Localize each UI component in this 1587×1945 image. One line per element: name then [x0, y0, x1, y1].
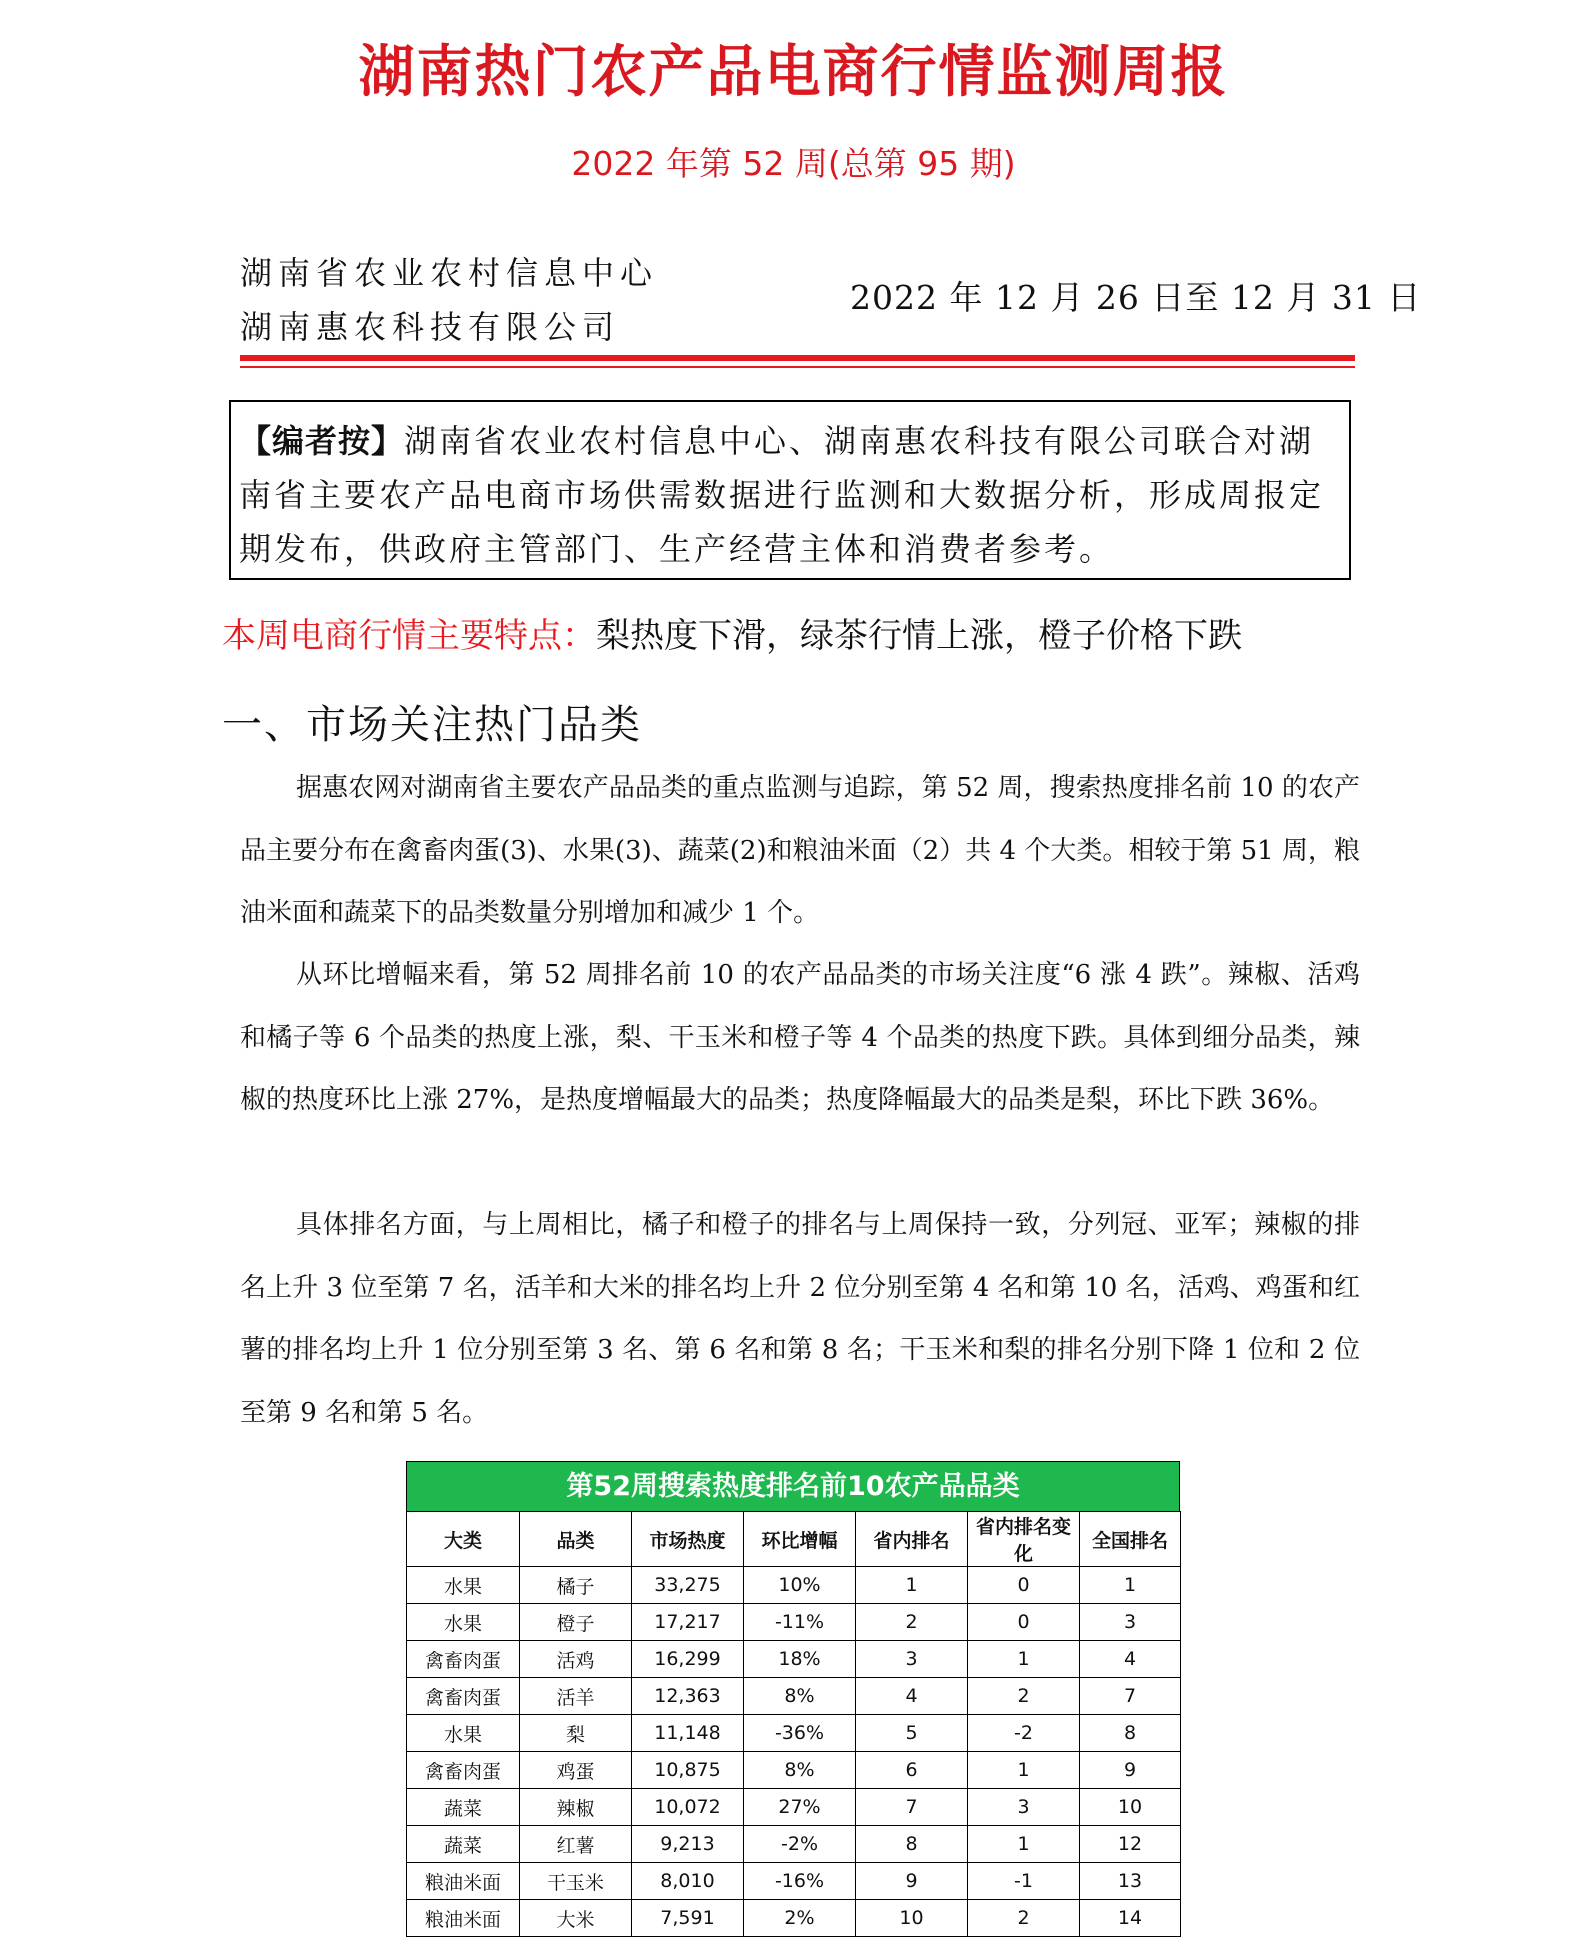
table-cell: 活羊	[520, 1678, 632, 1715]
table-cell: 8	[1080, 1715, 1181, 1752]
col-header: 省内排名变化	[968, 1512, 1080, 1567]
date-range: 2022 年 12 月 26 日至 12 月 31 日	[850, 278, 1422, 317]
paragraph-3: 具体排名方面，与上周相比，橘子和橙子的排名与上周保持一致，分列冠、亚军；辣椒的排名上升 3 位至第 7 名，活羊和大米的排名均上升 2 位分别至第 4 名和第 10 名，活鸡、鸡蛋和红薯的排名均上升 1 位分别至第 3 名、第 6 名和第 8 名；干玉米和梨的排名分别下降 1 位和 2 位至第 9 名和第 5 名。	[240, 1210, 1360, 1428]
table-cell: 粮油米面	[407, 1863, 520, 1900]
table-cell: 3	[1080, 1604, 1181, 1641]
table-cell: 10,072	[632, 1789, 744, 1826]
table-cell: 橘子	[520, 1567, 632, 1604]
header-rule-thick	[240, 355, 1355, 361]
table-cell: 16,299	[632, 1641, 744, 1678]
table-cell: 9	[856, 1863, 968, 1900]
header-rule-thin	[240, 366, 1355, 368]
ranking-table-wrap	[406, 1461, 1180, 1937]
table-cell: 干玉米	[520, 1863, 632, 1900]
report-issue: 2022 年第 52 周(总第 95 期)	[571, 144, 1016, 183]
table-cell: 活鸡	[520, 1641, 632, 1678]
table-cell: 11,148	[632, 1715, 744, 1752]
table-cell: 粮油米面	[407, 1900, 520, 1937]
table-cell: 红薯	[520, 1826, 632, 1863]
table-cell: 10,875	[632, 1752, 744, 1789]
table-cell: 2	[968, 1900, 1080, 1937]
table-header-row	[407, 1512, 1181, 1567]
table-cell: 6	[856, 1752, 968, 1789]
table-cell: 4	[856, 1678, 968, 1715]
table-cell: 8%	[744, 1678, 856, 1715]
table-cell: 1	[968, 1752, 1080, 1789]
table-cell: 1	[968, 1826, 1080, 1863]
table-cell: 17,217	[632, 1604, 744, 1641]
table-row	[407, 1900, 1181, 1937]
highlights-text: 梨热度下滑，绿茶行情上涨，橙子价格下跌	[596, 616, 1242, 656]
table-cell: 13	[1080, 1863, 1181, 1900]
table-cell: 7	[856, 1789, 968, 1826]
table-cell: 10	[856, 1900, 968, 1937]
table-cell: 禽畜肉蛋	[407, 1641, 520, 1678]
table-cell: 14	[1080, 1900, 1181, 1937]
editor-note-box	[229, 400, 1351, 580]
table-row	[407, 1567, 1181, 1604]
table-cell: 12,363	[632, 1678, 744, 1715]
table-cell: 8	[856, 1826, 968, 1863]
table-title: 第52周搜索热度排名前10农产品品类	[406, 1461, 1180, 1511]
table-cell: 禽畜肉蛋	[407, 1678, 520, 1715]
publisher-2: 湖南惠农科技有限公司	[240, 308, 621, 346]
table-body	[407, 1567, 1181, 1937]
table-cell: 禽畜肉蛋	[407, 1752, 520, 1789]
table-cell: 18%	[744, 1641, 856, 1678]
editor-note-text: 湖南省农业农村信息中心、湖南惠农科技有限公司联合对湖南省主要农产品电商市场供需数据进行监测和大数据分析，形成周报定期发布，供政府主管部门、生产经营主体和消费者参考。	[239, 422, 1325, 568]
table-row	[407, 1752, 1181, 1789]
table-row	[407, 1863, 1181, 1900]
table-cell: 辣椒	[520, 1789, 632, 1826]
table-cell: 蔬菜	[407, 1826, 520, 1863]
table-cell: 10%	[744, 1567, 856, 1604]
ranking-table	[406, 1511, 1181, 1937]
table-cell: 27%	[744, 1789, 856, 1826]
report-title: 湖南热门农产品电商行情监测周报	[358, 39, 1229, 105]
table-cell: 橙子	[520, 1604, 632, 1641]
table-cell: 0	[968, 1604, 1080, 1641]
table-cell: -11%	[744, 1604, 856, 1641]
table-cell: -36%	[744, 1715, 856, 1752]
table-cell: 12	[1080, 1826, 1181, 1863]
table-cell: -1	[968, 1863, 1080, 1900]
table-cell: 9	[1080, 1752, 1181, 1789]
table-cell: 1	[856, 1567, 968, 1604]
table-cell: 水果	[407, 1604, 520, 1641]
table-cell: 大米	[520, 1900, 632, 1937]
table-cell: 1	[968, 1641, 1080, 1678]
table-cell: 3	[968, 1789, 1080, 1826]
editor-note-label: 【编者按】	[239, 422, 405, 460]
table-cell: 8,010	[632, 1863, 744, 1900]
table-row	[407, 1826, 1181, 1863]
table-cell: 7	[1080, 1678, 1181, 1715]
table-cell: 水果	[407, 1715, 520, 1752]
publisher-1: 湖南省农业农村信息中心	[240, 254, 659, 292]
table-row	[407, 1678, 1181, 1715]
table-cell: 1	[1080, 1567, 1181, 1604]
table-cell: 3	[856, 1641, 968, 1678]
table-cell: 33,275	[632, 1567, 744, 1604]
table-cell: 5	[856, 1715, 968, 1752]
table-cell: 2	[856, 1604, 968, 1641]
table-cell: 10	[1080, 1789, 1181, 1826]
col-header: 全国排名	[1080, 1512, 1181, 1567]
table-row	[407, 1604, 1181, 1641]
col-header: 品类	[520, 1512, 632, 1567]
table-cell: 2	[968, 1678, 1080, 1715]
table-cell: -2	[968, 1715, 1080, 1752]
table-cell: 蔬菜	[407, 1789, 520, 1826]
table-cell: 0	[968, 1567, 1080, 1604]
col-header: 大类	[407, 1512, 520, 1567]
col-header: 环比增幅	[744, 1512, 856, 1567]
table-cell: 4	[1080, 1641, 1181, 1678]
section-heading: 一、市场关注热门品类	[222, 702, 642, 748]
table-cell: 8%	[744, 1752, 856, 1789]
weekly-highlights	[222, 608, 1242, 657]
table-cell: 7,591	[632, 1900, 744, 1937]
table-cell: -16%	[744, 1863, 856, 1900]
table-cell: -2%	[744, 1826, 856, 1863]
table-cell: 水果	[407, 1567, 520, 1604]
highlights-label: 本周电商行情主要特点：	[222, 616, 596, 656]
paragraph-1: 据惠农网对湖南省主要农产品品类的重点监测与追踪，第 52 周，搜索热度排名前 10 的农产品主要分布在禽畜肉蛋(3)、水果(3)、蔬菜(2)和粮油米面（2）共 4 个大类。相较于第 51 周，粮油米面和蔬菜下的品类数量分别增加和减少 1 个。	[240, 773, 1360, 928]
col-header: 省内排名	[856, 1512, 968, 1567]
paragraph-2: 从环比增幅来看，第 52 周排名前 10 的农产品品类的市场关注度“6 涨 4 跌”。辣椒、活鸡和橘子等 6 个品类的热度上涨，梨、干玉米和橙子等 4 个品类的热度下跌。具体到细分品类，辣椒的热度环比上涨 27%，是热度增幅最大的品类；热度降幅最大的品类是梨，环比下跌 36%。	[240, 960, 1360, 1115]
table-cell: 9,213	[632, 1826, 744, 1863]
table-row	[407, 1641, 1181, 1678]
table-row	[407, 1789, 1181, 1826]
table-cell: 2%	[744, 1900, 856, 1937]
table-row	[407, 1715, 1181, 1752]
table-cell: 梨	[520, 1715, 632, 1752]
table-cell: 鸡蛋	[520, 1752, 632, 1789]
col-header: 市场热度	[632, 1512, 744, 1567]
